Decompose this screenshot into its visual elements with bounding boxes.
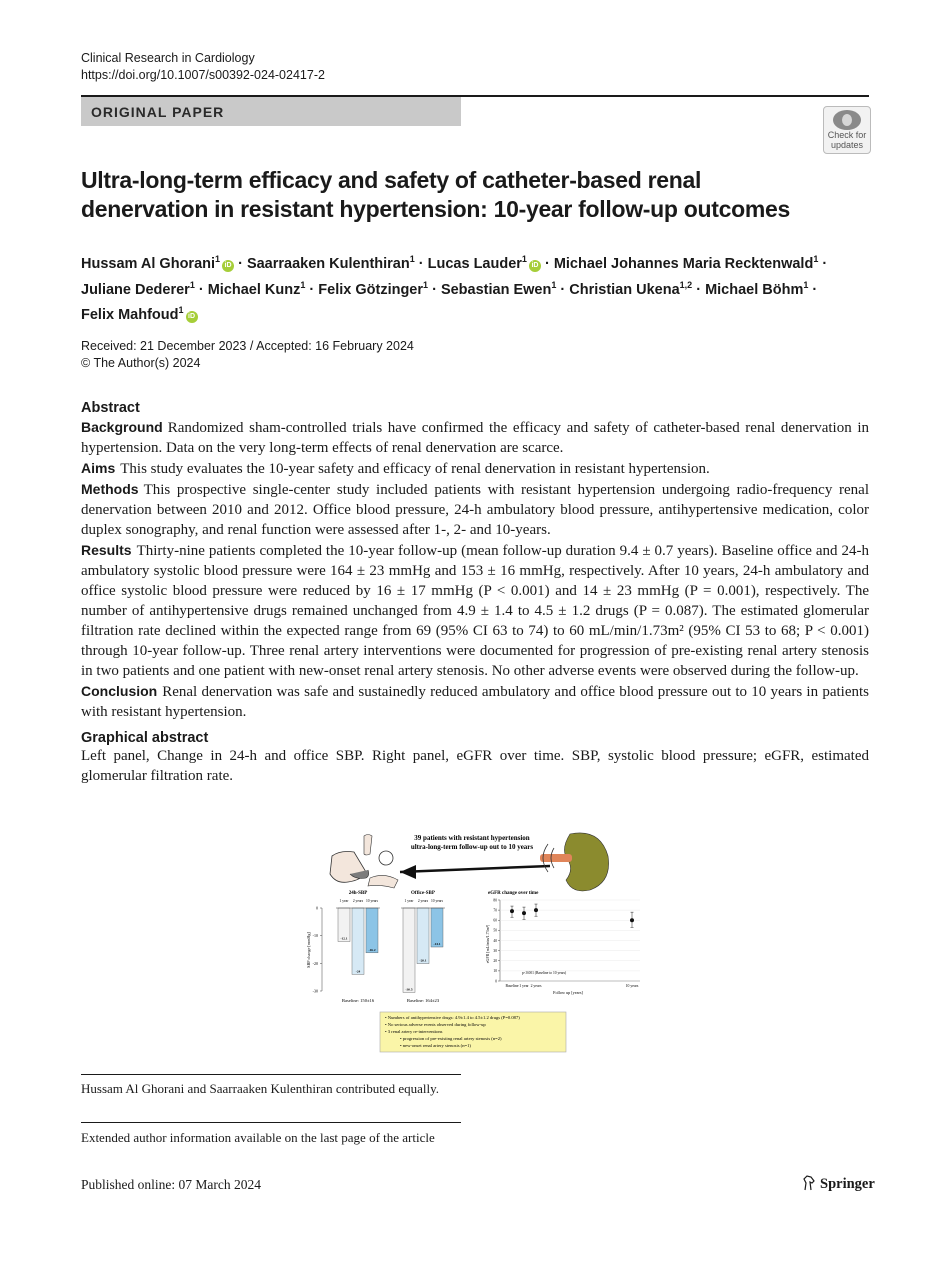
arrow-head-icon — [400, 865, 416, 879]
conclusion-label: Conclusion — [81, 683, 158, 699]
kidney-icon — [540, 833, 609, 891]
egfr-point — [522, 911, 526, 915]
article-title — [81, 166, 861, 224]
egfr-annotation: p<0.001 (Baseline to 10 years) — [522, 971, 567, 975]
aims-text: This study evaluates the 10-year safety and efficacy of renal denervation in resistant hypertension. — [120, 461, 710, 477]
bar-panel-title: 24h-SBP — [348, 891, 368, 896]
egfr-y-tick-label: 80 — [493, 898, 497, 903]
egfr-y-tick-label: 30 — [493, 948, 497, 953]
egfr-y-tick-label: 60 — [493, 918, 497, 923]
received-accepted: Received: 21 December 2023 / Accepted: 16 February 2024 — [81, 339, 414, 353]
check-updates-text-1: Check for — [827, 130, 867, 140]
summary-line-4: • progression of pre-existing renal artery stenosis (n=2) — [400, 1036, 502, 1041]
author-name: Lucas Lauder — [427, 255, 522, 272]
author-9[interactable] — [705, 279, 809, 298]
bar-value-label: -30.5 — [405, 987, 413, 992]
egfr-panel — [485, 891, 640, 995]
author-name: Christian Ukena — [569, 281, 680, 298]
egfr-x-tick-label: 1 year — [519, 984, 529, 988]
author-affiliation: 1 — [189, 279, 195, 290]
author-name: Sebastian Ewen — [440, 281, 552, 298]
bar-category-label: 1 year — [404, 899, 414, 903]
author-3[interactable] — [554, 256, 819, 272]
bar-y-tick-label: 0 — [316, 905, 318, 911]
author-name: Michael Böhm — [705, 281, 804, 298]
title-line-1: Ultra-long-term efficacy and safety of catheter-based renal — [81, 167, 702, 193]
abstract-block — [81, 400, 869, 786]
author-separator: · — [234, 255, 247, 272]
author-affiliation: 1 — [813, 254, 819, 264]
graphical-abstract-figure — [300, 826, 645, 1056]
copyright: © The Author(s) 2024 — [81, 356, 201, 370]
graphical-abstract-heading: Graphical abstract — [81, 730, 209, 746]
author-separator: · — [808, 281, 818, 298]
orcid-icon[interactable]: iD — [222, 260, 234, 272]
author-affiliation: 1 — [521, 254, 527, 264]
section-band — [81, 97, 461, 126]
egfr-y-tick-label: 40 — [493, 938, 497, 943]
author-10[interactable] — [81, 307, 198, 323]
bar-value-label: -24 — [355, 969, 361, 974]
egfr-x-axis-label: Follow up [years] — [553, 990, 583, 995]
orcid-icon[interactable]: iD — [529, 260, 541, 272]
summary-line-2: • No serious adverse events observed during follow-up — [385, 1022, 486, 1027]
background-label: Background — [81, 419, 163, 435]
author-separator: · — [818, 255, 828, 272]
bar-y-tick-label: -10 — [312, 933, 318, 939]
conclusion-text: Renal denervation was safe and sustainedly reduced ambulatory and office blood pressure out to 10 years in patients with resistant hypertension. — [81, 684, 869, 720]
bar-value-label: -14.1 — [433, 942, 441, 947]
graphical-abstract-caption: Left panel, Change in 24-h and office SBP. Right panel, eGFR over time. SBP, systolic blood pressure; eGFR, estimated glomerular filtration rate. — [81, 748, 869, 784]
author-list — [81, 249, 871, 326]
author-name: Michael Kunz — [207, 281, 301, 298]
author-7[interactable] — [440, 279, 557, 298]
footnote-rule — [81, 1074, 461, 1075]
bar-category-label: 1 year — [339, 899, 349, 903]
publisher-name: Springer — [820, 1176, 875, 1192]
article-dates — [81, 338, 414, 372]
banner-line-1: 39 patients with resistant hypertension — [414, 834, 530, 842]
doi-link[interactable]: https://doi.org/10.1007/s00392-024-02417-2 — [81, 68, 325, 82]
bar-y-axis-label: SBP change [mmHg] — [306, 932, 311, 968]
author-separator: · — [414, 255, 428, 272]
egfr-y-tick-label: 10 — [493, 969, 497, 974]
abstract-results — [81, 540, 869, 681]
bar-y-tick-label: -20 — [312, 960, 318, 966]
summary-line-1: • Numbers of antihypertensive drugs: 4.9±1.4 to 4.5±1.2 drugs (P=0.087) — [385, 1015, 520, 1020]
author-affiliation: 1 — [551, 279, 557, 290]
author-name: Felix Götzinger — [318, 281, 424, 298]
author-8[interactable] — [569, 279, 693, 298]
bar — [403, 908, 415, 992]
author-separator: · — [428, 281, 441, 298]
bar-value-label: -12.1 — [340, 936, 348, 941]
bar-y-tick-label: -30 — [312, 988, 318, 994]
bar-category-label: 10 years — [430, 899, 444, 903]
check-updates-text-2: updates — [830, 140, 864, 150]
author-affiliation: 1 — [215, 254, 221, 264]
journal-name: Clinical Research in Cardiology — [81, 51, 255, 65]
patient-illustration — [330, 835, 398, 889]
bar-category-label: 2 years — [417, 899, 429, 903]
bar-baseline-label: Baseline: 150±16 — [341, 998, 375, 1003]
orcid-icon[interactable]: iD — [186, 311, 198, 323]
results-label: Results — [81, 542, 132, 558]
author-separator: · — [556, 281, 570, 298]
arrow-line — [400, 866, 550, 872]
bar — [352, 908, 364, 974]
egfr-y-axis-label: eGFR [mL/min/1.73m²] — [485, 924, 490, 964]
author-affiliation: 1 — [300, 279, 306, 290]
check-updates-icon — [833, 110, 861, 130]
bar-panel-title: Office-SBP — [411, 891, 435, 896]
aims-label: Aims — [81, 460, 116, 476]
results-text: Thirty-nine patients completed the 10-year follow-up (mean follow-up duration 9.4 ± 0.7 years). Baseline office and 24-h ambulatory systolic blood pressure were 164 ± 23 mmHg and 153 ± 16 mmHg, respectively. After 10 years, 24-h ambulatory and office systolic blood pressure were reduced by 16 ± 17 mmHg (P < 0.001) and 14 ± 23 mmHg (P = 0.001), respectively. The number of antihypertensive drugs remained unchanged from 4.9 ± 1.4 to 4.5 ± 1.2 drugs (P = 0.087). The estimated glomerular filtration rate declined within the expected range from 69 (95% CI 63 to 74) to 60 mL/min/1.73m² (95% CI 53 to 68; P < 0.001) through 10-year follow-up. Three renal artery interventions were documented for progression of pre-existing renal artery stenosis in two patients and one patient with new-onset renal artery stenosis. No other adverse events were observed during the follow-up. — [81, 543, 869, 679]
author-6[interactable] — [318, 279, 429, 298]
author-separator: · — [540, 255, 554, 272]
extended-info-note: Extended author information available on the last page of the article — [81, 1130, 435, 1145]
bar-value-label: -20.1 — [419, 958, 427, 963]
egfr-y-tick-label: 70 — [493, 908, 497, 913]
springer-horse-icon — [802, 1175, 816, 1191]
abstract-heading: Abstract — [81, 400, 140, 416]
author-affiliation: 1 — [803, 279, 809, 290]
author-name: Michael Johannes Maria Recktenwald — [553, 255, 814, 272]
author-4[interactable] — [81, 279, 195, 298]
bar-value-label: -16.2 — [368, 947, 376, 952]
bar — [366, 908, 378, 953]
bar-baseline-label: Baseline: 164±23 — [406, 998, 440, 1003]
egfr-y-tick-label: 50 — [493, 928, 497, 933]
egfr-point — [534, 908, 538, 912]
author-5[interactable] — [207, 279, 306, 298]
bar — [417, 908, 429, 964]
author-affiliation: 1 — [178, 305, 184, 316]
bar-category-label: 2 years — [352, 899, 364, 903]
author-name: Hussam Al Ghorani — [81, 255, 216, 272]
abstract-conclusion — [81, 681, 869, 722]
author-affiliation: 1 — [423, 279, 429, 290]
journal-info — [81, 50, 325, 84]
author-affiliation: 1,2 — [679, 279, 693, 290]
egfr-x-tick-label: Baseline — [505, 984, 519, 988]
contrib-note: Hussam Al Ghorani and Saarraaken Kulenthiran contributed equally. — [81, 1081, 439, 1096]
egfr-point — [630, 918, 634, 922]
methods-text: This prospective single-center study included patients with resistant hypertension undergoing radio-frequency renal denervation between 2010 and 2012. Office blood pressure, 24-h ambulatory blood pressure, antihypertensive medication, color duplex sonography, and renal function were assessed after 1-, 2- and 10-years. — [81, 482, 869, 538]
sbp-bar-panels — [306, 891, 445, 1003]
author-0[interactable] — [81, 256, 234, 272]
author-name: Felix Mahfoud — [81, 307, 179, 324]
banner-line-2: ultra-long-term follow-up out to 10 years — [410, 843, 534, 851]
abstract-methods — [81, 479, 869, 540]
summary-line-3: • 3 renal artery re-interventions — [385, 1029, 443, 1034]
author-2[interactable] — [428, 256, 541, 272]
publisher-logo — [802, 1175, 875, 1193]
egfr-y-tick-label: 0 — [495, 979, 497, 984]
abstract-aims — [81, 458, 869, 479]
author-separator: · — [692, 281, 706, 298]
author-1[interactable] — [247, 256, 415, 272]
background-text: Randomized sham-controlled trials have confirmed the efficacy and safety of catheter-based renal denervation in hypertension. Data on the very long-term effects of renal denervation are scarce. — [81, 420, 869, 456]
footnote-rule-2 — [81, 1122, 461, 1123]
title-line-2: denervation in resistant hypertension: 10-year follow-up outcomes — [81, 196, 790, 222]
egfr-point — [510, 909, 514, 913]
author-name: Saarraaken Kulenthiran — [246, 255, 410, 272]
check-for-updates-badge[interactable] — [823, 106, 871, 154]
methods-label: Methods — [81, 481, 139, 497]
author-separator: · — [194, 281, 208, 298]
egfr-x-tick-label: 10 years — [625, 984, 639, 988]
author-affiliation: 1 — [409, 254, 415, 264]
author-name: Juliane Dederer — [81, 281, 190, 298]
section-label: ORIGINAL PAPER — [91, 104, 225, 120]
summary-line-5: • new-onset renal artery stenosis (n=1) — [400, 1043, 471, 1048]
egfr-y-tick-label: 20 — [493, 959, 497, 964]
egfr-title: eGFR change over time — [488, 891, 539, 896]
abstract-background — [81, 417, 869, 458]
author-separator: · — [305, 281, 319, 298]
bar-category-label: 10 years — [365, 899, 379, 903]
egfr-x-tick-label: 2 years — [530, 984, 542, 988]
published-date: Published online: 07 March 2024 — [81, 1177, 261, 1192]
